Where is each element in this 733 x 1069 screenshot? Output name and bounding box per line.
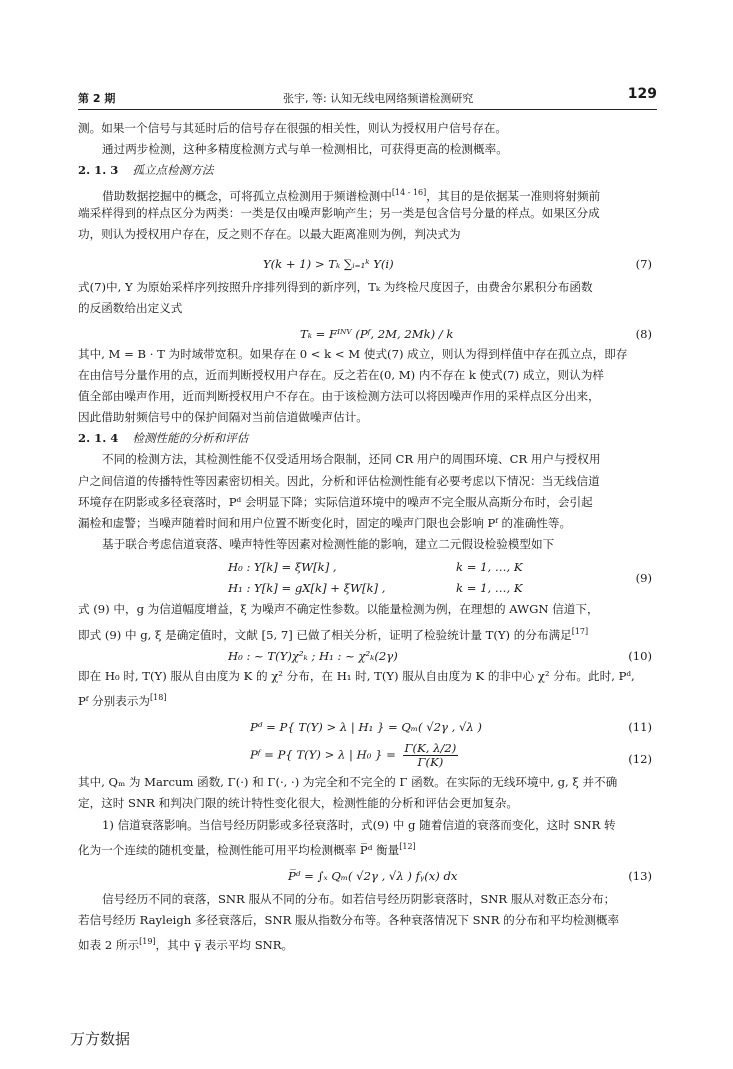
line-text: 如表 2 所示 <box>78 938 140 953</box>
equation-number: (9) <box>635 571 652 586</box>
page-number: 129 <box>627 86 657 102</box>
paragraph-line: 信号经历不同的衰落，SNR 服从不同的分布。如若信号经历阴影衰落时，SNR 服从对数正态分布； <box>102 891 616 906</box>
equation-number: (13) <box>628 868 652 883</box>
paragraph-line: 若信号经历 Rayleigh 多径衰落后，SNR 服从指数分布等。各种衰落情况下 SNR 的分布和平均检测概率 <box>78 913 620 928</box>
paragraph-line: 其中, M = B · T 为时域带宽积。如果存在 0 < k < M 使式(7) 成立，则认为得到样值中存在孤立点，即存 <box>78 346 628 361</box>
equation-number: (11) <box>628 720 652 735</box>
citation-ref[interactable]: [19] <box>139 937 156 947</box>
line-text: ，其目的是依据某一准则将射频前 <box>426 188 601 203</box>
hypothesis-h0-range: k = 1, …, K <box>456 560 523 575</box>
section-heading-2-1-3 <box>78 160 658 181</box>
paragraph-line: 式 (9) 中，g 为信道幅度增益，ξ 为噪声不确定性参数。以能量检测为例，在理想的 AWGN 信道下， <box>78 602 599 617</box>
fraction <box>403 742 459 769</box>
paragraph-line <box>78 836 658 857</box>
equation-13 <box>78 857 658 889</box>
equation-expression <box>250 742 461 769</box>
section-heading-2-1-4 <box>78 428 658 449</box>
paragraph-line: 的反函数给出定义式 <box>78 301 183 316</box>
equation-9 <box>78 555 658 599</box>
equation-10 <box>78 642 658 666</box>
wanfang-watermark: 万方数据 <box>70 1030 131 1048</box>
section-number: 2. 1. 3 <box>78 163 119 178</box>
equation-lhs: Pᶠ = P{ T(Y) > λ | H₀ } = <box>250 747 396 762</box>
equation-expression: Y(k + 1) > Tₖ ∑ᵢ₌₁ᵏ Y(i) <box>263 257 394 272</box>
running-header <box>78 86 657 108</box>
body-text <box>78 118 658 952</box>
line-text: 化为一个连续的随机变量，检测性能可用平均检测概率 P̅ᵈ 衡量 <box>78 842 400 857</box>
equation-number: (10) <box>628 648 652 663</box>
paragraph-line: 环境存在阴影或多径衰落时，Pᵈ 会明显下降；实际信道环境中的噪声不完全服从高斯分布时，会引起 <box>78 494 593 509</box>
section-number: 2. 1. 4 <box>78 431 119 446</box>
paragraph-line: 因此借助射频信号中的保护间隔对当前信道做噪声估计。 <box>78 410 368 425</box>
hypothesis-h0: H₀ : Y[k] = ξW[k] , <box>228 560 337 575</box>
paragraph-line <box>78 931 658 952</box>
paragraph-line: 即在 H₀ 时, T(Y) 服从自由度为 K 的 χ² 分布，在 H₁ 时, T(Y) 服从自由度为 K 的非中心 χ² 分布。此时, Pᵈ, <box>78 668 635 683</box>
equation-number: (7) <box>635 257 652 272</box>
equation-number: (8) <box>635 326 652 341</box>
equation-12 <box>78 740 658 772</box>
paragraph-line <box>78 687 658 708</box>
line-text: ，其中 γ̅ 表示平均 SNR。 <box>155 938 294 953</box>
line-text: 借助数据挖掘中的概念，可将孤立点检测用于频谱检测中 <box>102 188 392 203</box>
hypothesis-h1-range: k = 1, …, K <box>456 581 523 596</box>
paragraph-line: 端采样得到的样点区分为两类：一类是仅由噪声影响产生；另一类是包含信号分量的样点。如果区分成 <box>78 205 600 220</box>
paragraph-line: 式(7)中, Y 为原始采样序列按照升序排列得到的新序列，Tₖ 为终检尺度因子，由费舍尔累积分布函数 <box>78 280 593 295</box>
citation-ref[interactable]: [18] <box>150 692 167 702</box>
line-text: 即式 (9) 中 g, ξ 是确定值时，文献 [5, 7] 已做了相关分析，证明了检验统计量 T(Y) 的分布满足 <box>78 627 572 642</box>
equation-expression: Pᵈ = P{ T(Y) > λ | H₁ } = Qₘ( √2γ , √λ ) <box>250 720 482 735</box>
paragraph-line: 功，则认为授权用户存在，反之则不存在。以最大距离准则为例，判决式为 <box>78 226 461 241</box>
paragraph-line <box>78 182 658 203</box>
section-title: 检测性能的分析和评估 <box>132 431 249 446</box>
paragraph-line: 户之间信道的传播特性等因素密切相关。因此，分析和评估检测性能有必要考虑以下情况：当无线信道 <box>78 473 600 488</box>
equation-number: (12) <box>628 752 652 767</box>
header-rule <box>78 109 657 110</box>
section-title: 孤立点检测方法 <box>132 163 214 178</box>
paragraph-line: 其中, Qₘ 为 Marcum 函数, Γ(·) 和 Γ(·, ·) 为完全和不完全的 Γ 函数。在实际的无线环境中, g, ξ 并不确 <box>78 775 618 790</box>
hypothesis-h1: H₁ : Y[k] = gX[k] + ξW[k] , <box>228 581 386 596</box>
issue-label: 第 2 期 <box>78 92 116 105</box>
paragraph-line <box>78 621 658 642</box>
citation-ref[interactable]: [17] <box>571 626 589 636</box>
paragraph-line: 1) 信道衰落影响。当信号经历阴影或多径衰落时，式(9) 中 g 随着信道的衰落而变化，这时 SNR 转 <box>102 817 616 832</box>
equation-expression: Tₖ = Fᴵᴺⱽ (Pᶠ, 2M, 2Mk) / k <box>300 326 454 341</box>
fraction-numerator: Γ(K, λ/2) <box>404 741 457 756</box>
paragraph-line: 通过两步检测，这种多精度检测方式与单一检测相比，可获得更高的检测概率。 <box>102 142 508 157</box>
paragraph-line: 基于联合考虑信道衰落、噪声特性等因素对检测性能的影响，建立二元假设检验模型如下 <box>102 537 555 552</box>
running-title: 张宇, 等: 认知无线电网络频谱检测研究 <box>283 92 474 105</box>
citation-ref[interactable]: [12] <box>399 841 416 851</box>
equation-expression: P̅ᵈ = ∫ₓ Qₘ( √2γ , √λ ) fᵧ(x) dx <box>288 868 458 883</box>
paragraph-line: 定，这时 SNR 和判决门限的统计特性变化很大，检测性能的分析和评估会更加复杂。 <box>78 796 518 811</box>
equation-11 <box>78 708 658 740</box>
equation-expression: H₀ : ~ T(Y)χ²ₖ ; H₁ : ~ χ²ₖ(2γ) <box>228 648 398 663</box>
paragraph-line: 在由信号分量作用的点，近而判断授权用户存在。反之若在(0, M) 内不存在 k 使式(7) 成立，则认为样 <box>78 367 605 382</box>
line-text: Pᶠ 分别表示为 <box>78 693 151 708</box>
paragraph-line: 不同的检测方法，其检测性能不仅受适用场合限制，还同 CR 用户的周围环境、CR 用户与授权用 <box>102 452 601 467</box>
fraction-denominator: Γ(K) <box>417 755 444 770</box>
equation-7 <box>78 245 658 277</box>
paragraph-line: 值全部由噪声作用，近而判断授权用户不存在。由于该检测方法可以将因噪声作用的采样点区分出来， <box>78 388 600 403</box>
paragraph-line: 漏检和虚警；当噪声随着时间和用户位置不断变化时，固定的噪声门限也会影响 Pᶠ 的准确性等。 <box>78 516 572 530</box>
paragraph-line: 测。如果一个信号与其延时后的信号存在很强的相关性，则认为授权用户信号存在。 <box>78 121 507 135</box>
citation-ref[interactable]: [14 - 16] <box>391 187 427 197</box>
equation-8 <box>78 320 658 344</box>
